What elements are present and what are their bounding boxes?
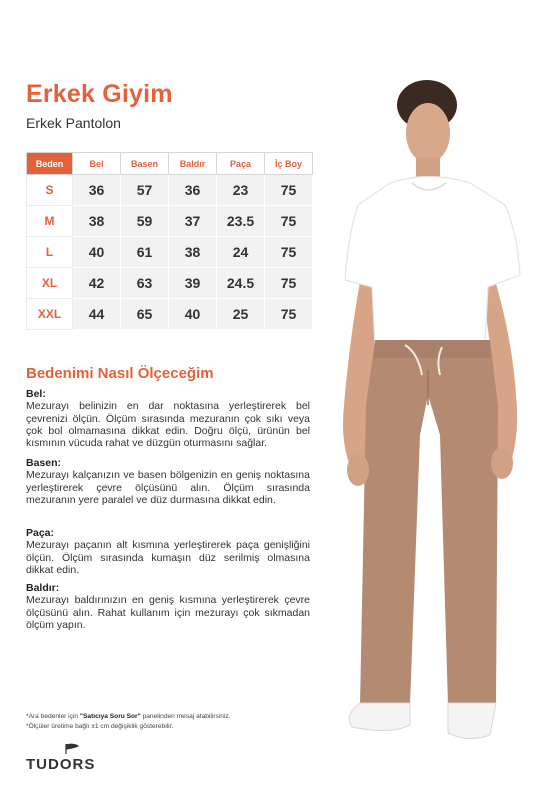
table-row bbox=[27, 268, 313, 299]
size-table bbox=[26, 152, 313, 330]
value-cell: 37 bbox=[169, 206, 217, 237]
size-cell: XXL bbox=[27, 299, 73, 330]
header-cell: Paça bbox=[217, 153, 265, 175]
section-text: Mezurayı kalçanızın ve basen bölgenizin en geniş noktasına yerleştirerek çevre ölçüsünü alın. Ölçüm sırasında mezuranın yere paralel ve düz durmasına dikkat edin. bbox=[26, 469, 310, 506]
table-row bbox=[27, 206, 313, 237]
section-heading: Paça: bbox=[26, 527, 55, 539]
size-cell: L bbox=[27, 237, 73, 268]
value-cell: 42 bbox=[73, 268, 121, 299]
value-cell: 57 bbox=[121, 175, 169, 206]
table-row bbox=[27, 299, 313, 330]
value-cell: 75 bbox=[265, 268, 313, 299]
size-table-header bbox=[27, 153, 313, 175]
measure-guide-title: Bedenimi Nasıl Ölçeceğim bbox=[26, 365, 214, 382]
value-cell: 36 bbox=[73, 175, 121, 206]
value-cell: 24 bbox=[217, 237, 265, 268]
value-cell: 38 bbox=[169, 237, 217, 268]
value-cell: 44 bbox=[73, 299, 121, 330]
value-cell: 25 bbox=[217, 299, 265, 330]
size-cell: S bbox=[27, 175, 73, 206]
value-cell: 75 bbox=[265, 299, 313, 330]
header-cell: Beden bbox=[27, 153, 73, 175]
section-heading: Bel: bbox=[26, 388, 46, 400]
header-cell: Baldır bbox=[169, 153, 217, 175]
value-cell: 40 bbox=[73, 237, 121, 268]
section-text: Mezurayı paçanın alt kısmına yerleştirerek paça genişliğini ölçün. Ölçüm sırasında kumaşın düz serilmiş olmasına dikkat edin. bbox=[26, 539, 310, 576]
footnote-2: *Ölçüler üretime bağlı ±1 cm değişiklik gösterebilir. bbox=[26, 723, 174, 730]
header-cell: Bel bbox=[73, 153, 121, 175]
section-text: Mezurayı baldırınızın en geniş kısmına yerleştirerek çevre ölçüsünü alın. Rahat kullanım için mezurayı çok sıkmadan ölçüm yapın. bbox=[26, 594, 310, 631]
model-photo bbox=[330, 75, 540, 765]
value-cell: 63 bbox=[121, 268, 169, 299]
value-cell: 65 bbox=[121, 299, 169, 330]
value-cell: 40 bbox=[169, 299, 217, 330]
value-cell: 75 bbox=[265, 206, 313, 237]
guide-section-paca bbox=[26, 527, 310, 576]
value-cell: 59 bbox=[121, 206, 169, 237]
footnotes bbox=[26, 712, 231, 732]
header-cell: Basen bbox=[121, 153, 169, 175]
footnote-text: *Ara bedenler için bbox=[26, 713, 80, 720]
value-cell: 75 bbox=[265, 237, 313, 268]
value-cell: 36 bbox=[169, 175, 217, 206]
size-cell: XL bbox=[27, 268, 73, 299]
footnote-text: panelinden mesaj atabilirsiniz. bbox=[140, 713, 231, 720]
guide-section-baldir bbox=[26, 582, 310, 631]
table-row bbox=[27, 237, 313, 268]
footnote-bold: "Satıcıya Soru Sor" bbox=[79, 713, 141, 720]
header-cell: İç Boy bbox=[265, 153, 313, 175]
value-cell: 38 bbox=[73, 206, 121, 237]
value-cell: 23.5 bbox=[217, 206, 265, 237]
size-cell: M bbox=[27, 206, 73, 237]
guide-section-bel bbox=[26, 388, 310, 449]
page-title: Erkek Giyim bbox=[26, 80, 173, 108]
table-row bbox=[27, 175, 313, 206]
value-cell: 24.5 bbox=[217, 268, 265, 299]
section-heading: Baldır: bbox=[26, 582, 60, 594]
guide-section-basen bbox=[26, 457, 310, 506]
brand-logo: TUDORS bbox=[26, 756, 96, 773]
page-subtitle: Erkek Pantolon bbox=[26, 115, 121, 131]
value-cell: 61 bbox=[121, 237, 169, 268]
footnote-1 bbox=[26, 712, 231, 722]
section-heading: Basen: bbox=[26, 457, 62, 469]
value-cell: 39 bbox=[169, 268, 217, 299]
value-cell: 23 bbox=[217, 175, 265, 206]
value-cell: 75 bbox=[265, 175, 313, 206]
section-text: Mezurayı belinizin en dar noktasına yerleştirerek bel çevrenizi ölçün. Ölçüm sırasında mezuranın çok sıkı veya çok bol olmamasına dikkat edin. Doğru ölçü, ürünün bel kısmının vücuda rahat ve düzgün oturmasını sağlar. bbox=[26, 400, 310, 450]
